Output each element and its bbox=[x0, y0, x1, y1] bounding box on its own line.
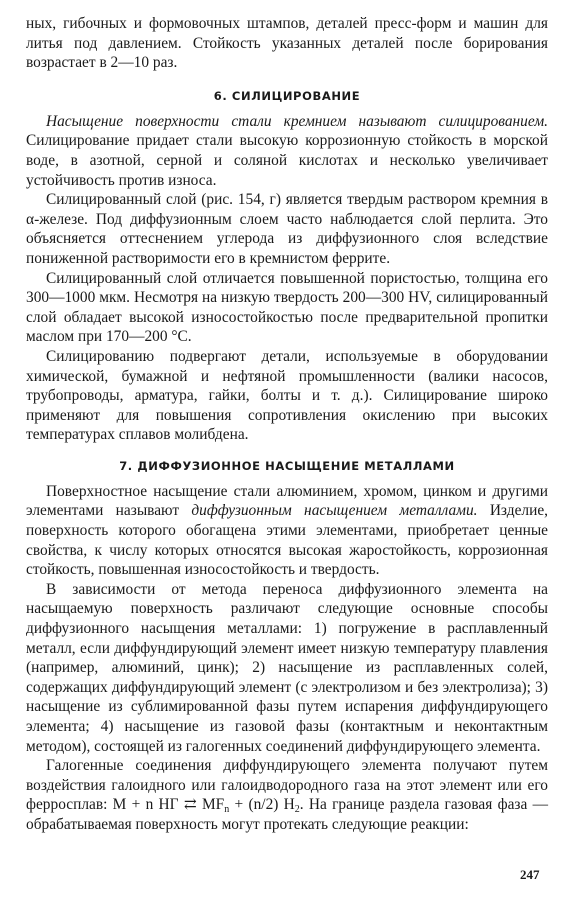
paragraph-applications: Силицированию подвергают детали, используемые в оборудовании химической, бумажной и нефтяной промышленности (валики насосов, трубопроводы, арматура, гайки, болты и т. д.). Силицирование широко применяют для повышения сопротивления окислению при высоких температурах сплавов молибдена. bbox=[26, 347, 548, 444]
section-heading-diffusion-metals: 7. ДИФФУЗИОННОЕ НАСЫЩЕНИЕ МЕТАЛЛАМИ bbox=[119, 458, 455, 473]
paragraph-siliconizing-definition bbox=[26, 112, 548, 190]
section-heading-siliconizing: 6. СИЛИЦИРОВАНИЕ bbox=[213, 88, 361, 103]
intro-paragraph: ных, гибочных и формовочных штампов, деталей пресс-форм и машин для литья под давлением. Стойкость указанных деталей после борирования возрастает в 2—10 раз. bbox=[26, 15, 548, 72]
reaction-formula: М + n НГ ⇄ МF bbox=[112, 796, 225, 814]
page-number: 247 bbox=[520, 867, 540, 882]
definition-rest: Силицирование придает стали высокую коррозионную стойкость в морской воде, в азотной, серной и соляной кислотах и несколько увеличивает устойчивость против износа. bbox=[26, 132, 548, 189]
diffusion-def-start: Поверхностное насыщение стали алюминием, хромом, цинком и другими элементами называют bbox=[26, 482, 548, 520]
halogen-end: . На границе раздела газовая фаза — обрабатываемая поверхность могут протекать следующие реакции: bbox=[26, 796, 548, 833]
formula-subscript-n: n bbox=[224, 804, 230, 816]
paragraph-silicon-layer: Силицированный слой (рис. 154, г) является твердым раствором кремния в α-железе. Под диффузионным слоем часто наблюдается слой перлита. Это объясняется оттеснением углерода из диффузионного слоя вследствие пониженной растворимости его в кремнистом феррите. bbox=[26, 191, 548, 267]
paragraph-porosity: Силицированный слой отличается повышенной пористостью, толщина его 300—1000 мкм. Несмотря на низкую твердость 200—300 HV, силицированный слой обладает высокой износостойкостью после предварительной пропитки маслом при 170—200 °С. bbox=[26, 269, 548, 346]
paragraph-diffusion-definition bbox=[26, 482, 548, 580]
diffusion-def-italic: диффузионным насыщением металлами. bbox=[191, 502, 478, 520]
page-content bbox=[26, 14, 548, 835]
definition-italic: Насыщение поверхности стали кремнием называют силицированием. bbox=[46, 112, 548, 130]
paragraph-halogen-compounds bbox=[26, 756, 548, 834]
paragraph-methods: В зависимости от метода переноса диффузионного элемента на насыщаемую поверхность различают следующие основные способы диффузионного насыщения металлами: 1) погружение в расплавленный металл, если диффундирующий элемент имеет низкую температуру плавления (например, алюминий, цинк); 2) насыщение из расплавленных солей, содержащих диффундирующий элемент (с электролизом и без электролиза); 3) насыщение из сублимированной фазы путем испарения диффундирующего элемента; 4) насыщение из газовой фазы (контактным и неконтактным методом), состоящей из галогенных соединений диффундирующего элемента. bbox=[26, 580, 548, 755]
halogen-start: Галогенные соединения диффундирующего элемента получают путем воздействия галоидного или галоидводородного газа на этот элемент или его ферросплав: bbox=[26, 757, 548, 814]
formula-subscript-2: 2 bbox=[294, 804, 300, 816]
diffusion-def-rest: Изделие, поверхность которого обогащена этими элементами, приобретает ценные свойства, к числу которых относятся высокая жаростойкость, коррозионная стойкость, повышенная износостойкость и твердость. bbox=[26, 502, 548, 579]
reaction-formula-mid: + (n/2) Н bbox=[229, 796, 295, 814]
